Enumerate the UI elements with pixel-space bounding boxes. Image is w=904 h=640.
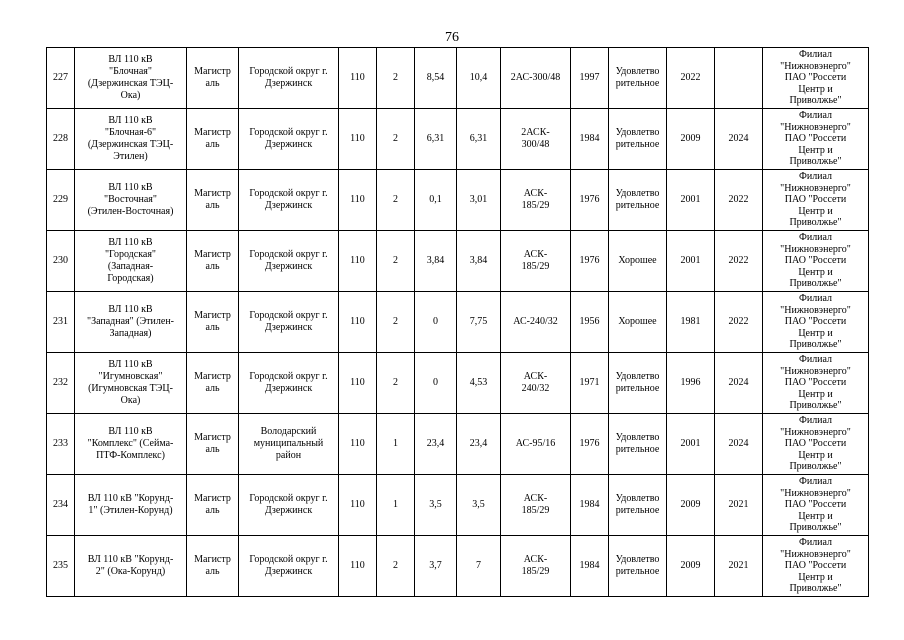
cell-reconstruction-year: 2001 — [667, 231, 715, 292]
cell-text-line: Этилен) — [113, 151, 148, 162]
cell-text-line: "Блочная-6" — [104, 127, 157, 138]
cell-owner — [763, 109, 869, 170]
cell-text-line: Магистр — [194, 371, 231, 382]
cell-planned-year: 2024 — [715, 353, 763, 414]
cell-text-line: Городская) — [107, 273, 154, 284]
cell-text-line: аль — [205, 566, 220, 577]
cell-text-line: Городской округ г. — [249, 249, 328, 260]
cell-text-line: Магистр — [194, 554, 231, 565]
cell-text-line: "Городская" — [104, 249, 157, 260]
power-lines-table — [46, 47, 869, 597]
cell-text-line: ПАО "Россети — [784, 255, 847, 267]
cell-text-line: Филиал — [798, 171, 833, 183]
cell-text-line: "Нижновэнерго" — [780, 487, 851, 499]
page-number: 76 — [445, 30, 459, 45]
cell-voltage: 110 — [339, 292, 377, 353]
cell-text-line: ПАО "Россети — [784, 560, 847, 572]
cell-line-type — [187, 231, 239, 292]
cell-text-line: ВЛ 110 кВ — [108, 426, 153, 437]
cell-line-type — [187, 475, 239, 536]
cell-text-line: Удовлетво — [615, 493, 660, 504]
cell-text-line: Удовлетво — [615, 371, 660, 382]
cell-text-line: "Восточная" — [104, 194, 157, 205]
cell-length-a: 8,54 — [415, 48, 457, 109]
cell-text-line: 2АСК- — [521, 127, 550, 138]
cell-text-line: Магистр — [194, 493, 231, 504]
cell-row-number: 229 — [47, 170, 75, 231]
cell-text-line: Приволжье" — [789, 217, 842, 229]
cell-text-line: Магистр — [194, 249, 231, 260]
cell-text-line: Филиал — [798, 110, 833, 122]
cell-text-line: Городской округ г. — [249, 310, 328, 321]
cell-text-line: АСК- — [523, 493, 548, 504]
cell-commission-year: 1984 — [571, 475, 609, 536]
cell-owner — [763, 414, 869, 475]
cell-text-line: Приволжье" — [789, 278, 842, 290]
cell-condition — [609, 292, 667, 353]
cell-condition — [609, 414, 667, 475]
cell-row-number: 233 — [47, 414, 75, 475]
cell-text-line: Магистр — [194, 432, 231, 443]
cell-text-line: Городской округ г. — [249, 371, 328, 382]
cell-text-line: рительное — [615, 505, 660, 516]
cell-line-name — [75, 292, 187, 353]
cell-line-type — [187, 414, 239, 475]
cell-owner — [763, 536, 869, 597]
cell-text-line: Удовлетво — [615, 127, 660, 138]
cell-text-line: ВЛ 110 кВ — [108, 182, 153, 193]
cell-reconstruction-year: 2009 — [667, 109, 715, 170]
cell-text-line: АСК- — [523, 188, 548, 199]
cell-text-line: "Нижновэнерго" — [780, 548, 851, 560]
cell-text-line: АСК- — [523, 554, 548, 565]
cell-circuits: 2 — [377, 292, 415, 353]
cell-text-line: Центр и — [798, 510, 833, 522]
cell-text-line: Филиал — [798, 232, 833, 244]
cell-text-line: (Игумновская ТЭЦ- — [88, 383, 173, 394]
cell-text-line: Приволжье" — [789, 95, 842, 107]
cell-wire-type — [501, 353, 571, 414]
cell-text-line: Приволжье" — [789, 400, 842, 412]
cell-text-line: АС-240/32 — [513, 316, 558, 327]
cell-text-line: Магистр — [194, 66, 231, 77]
cell-text-line: рительное — [615, 444, 660, 455]
cell-text-line: "Нижновэнерго" — [780, 60, 851, 72]
cell-line-name — [75, 353, 187, 414]
cell-text-line: ПТФ-Комплекс) — [96, 450, 165, 461]
cell-text-line: аль — [205, 444, 220, 455]
cell-text-line: рительное — [615, 383, 660, 394]
cell-text-line: муниципальный — [253, 438, 324, 449]
cell-text-line: Филиал — [798, 476, 833, 488]
cell-text-line: Городской округ г. — [249, 188, 328, 199]
cell-text-line: ПАО "Россети — [784, 438, 847, 450]
cell-text-line: аль — [205, 78, 220, 89]
cell-voltage: 110 — [339, 231, 377, 292]
cell-text-line: Удовлетво — [615, 66, 660, 77]
cell-text-line: Дзержинск — [264, 200, 313, 211]
cell-text-line: Западная) — [109, 328, 152, 339]
cell-text-line: рительное — [615, 200, 660, 211]
cell-text-line: Удовлетво — [615, 432, 660, 443]
cell-circuits: 2 — [377, 170, 415, 231]
cell-text-line: ВЛ 110 кВ — [108, 304, 153, 315]
cell-wire-type — [501, 48, 571, 109]
cell-text-line: ВЛ 110 кВ — [108, 359, 153, 370]
cell-text-line: рительное — [615, 78, 660, 89]
cell-reconstruction-year: 2009 — [667, 536, 715, 597]
cell-location — [239, 48, 339, 109]
cell-length-a: 3,84 — [415, 231, 457, 292]
cell-voltage: 110 — [339, 48, 377, 109]
cell-text-line: Магистр — [194, 310, 231, 321]
cell-text-line: Удовлетво — [615, 554, 660, 565]
cell-text-line: Дзержинск — [264, 505, 313, 516]
cell-text-line: Дзержинск — [264, 322, 313, 333]
cell-line-type — [187, 48, 239, 109]
cell-text-line: Ока) — [120, 90, 141, 101]
cell-commission-year: 1984 — [571, 536, 609, 597]
table-row — [47, 109, 869, 170]
cell-length-b: 3,84 — [457, 231, 501, 292]
table-row — [47, 475, 869, 536]
cell-text-line: Филиал — [798, 354, 833, 366]
cell-length-b: 10,4 — [457, 48, 501, 109]
cell-planned-year: 2022 — [715, 170, 763, 231]
cell-text-line: Филиал — [798, 537, 833, 549]
cell-commission-year: 1976 — [571, 414, 609, 475]
cell-reconstruction-year: 1996 — [667, 353, 715, 414]
cell-text-line: Центр и — [798, 266, 833, 278]
cell-text-line: Хорошее — [618, 316, 657, 327]
cell-text-line: Центр и — [798, 205, 833, 217]
table-row — [47, 536, 869, 597]
cell-text-line: Центр и — [798, 327, 833, 339]
cell-row-number: 231 — [47, 292, 75, 353]
cell-text-line: 300/48 — [521, 139, 550, 150]
cell-wire-type — [501, 475, 571, 536]
cell-owner — [763, 231, 869, 292]
cell-text-line: Приволжье" — [789, 522, 842, 534]
cell-line-name — [75, 414, 187, 475]
cell-text-line: Магистр — [194, 188, 231, 199]
cell-text-line: "Западная" (Этилен- — [86, 316, 174, 327]
cell-planned-year: 2022 — [715, 292, 763, 353]
cell-text-line: Филиал — [798, 49, 833, 61]
cell-location — [239, 353, 339, 414]
cell-location — [239, 231, 339, 292]
cell-text-line: район — [275, 450, 302, 461]
cell-text-line: ПАО "Россети — [784, 377, 847, 389]
cell-text-line: 2АС-300/48 — [510, 72, 561, 83]
cell-row-number: 230 — [47, 231, 75, 292]
cell-line-name — [75, 109, 187, 170]
cell-row-number: 227 — [47, 48, 75, 109]
cell-circuits: 1 — [377, 475, 415, 536]
cell-line-type — [187, 292, 239, 353]
cell-text-line: Филиал — [798, 415, 833, 427]
cell-text-line: ВЛ 110 кВ "Корунд- — [87, 554, 174, 565]
cell-text-line: Ока) — [120, 395, 141, 406]
cell-commission-year: 1976 — [571, 231, 609, 292]
cell-reconstruction-year: 2022 — [667, 48, 715, 109]
cell-voltage: 110 — [339, 475, 377, 536]
cell-text-line: Дзержинск — [264, 261, 313, 272]
cell-condition — [609, 353, 667, 414]
cell-text-line: АС-95/16 — [515, 438, 556, 449]
cell-condition — [609, 109, 667, 170]
cell-text-line: аль — [205, 139, 220, 150]
cell-text-line: ВЛ 110 кВ — [108, 237, 153, 248]
cell-line-name — [75, 170, 187, 231]
cell-row-number: 232 — [47, 353, 75, 414]
cell-text-line: Городской округ г. — [249, 66, 328, 77]
cell-text-line: ПАО "Россети — [784, 194, 847, 206]
cell-text-line: 185/29 — [521, 505, 550, 516]
table-row — [47, 414, 869, 475]
cell-line-name — [75, 536, 187, 597]
cell-text-line: Хорошее — [618, 255, 657, 266]
cell-wire-type — [501, 109, 571, 170]
cell-text-line: "Комплекс" (Сейма- — [87, 438, 174, 449]
cell-condition — [609, 170, 667, 231]
cell-circuits: 1 — [377, 414, 415, 475]
cell-row-number: 235 — [47, 536, 75, 597]
cell-commission-year: 1997 — [571, 48, 609, 109]
cell-row-number: 228 — [47, 109, 75, 170]
cell-text-line: Центр и — [798, 83, 833, 95]
cell-wire-type — [501, 536, 571, 597]
cell-text-line: ПАО "Россети — [784, 133, 847, 145]
cell-text-line: АСК- — [523, 371, 548, 382]
cell-wire-type — [501, 231, 571, 292]
cell-location — [239, 414, 339, 475]
cell-text-line: ПАО "Россети — [784, 316, 847, 328]
cell-wire-type — [501, 170, 571, 231]
table-row — [47, 353, 869, 414]
cell-circuits: 2 — [377, 109, 415, 170]
cell-circuits: 2 — [377, 231, 415, 292]
cell-length-a: 3,7 — [415, 536, 457, 597]
cell-planned-year: 2024 — [715, 109, 763, 170]
cell-planned-year: 2021 — [715, 475, 763, 536]
cell-row-number: 234 — [47, 475, 75, 536]
cell-text-line: ВЛ 110 кВ — [108, 54, 153, 65]
cell-location — [239, 109, 339, 170]
cell-reconstruction-year: 2001 — [667, 414, 715, 475]
cell-text-line: ПАО "Россети — [784, 72, 847, 84]
cell-length-b: 3,01 — [457, 170, 501, 231]
cell-length-b: 3,5 — [457, 475, 501, 536]
cell-line-type — [187, 353, 239, 414]
cell-text-line: Дзержинск — [264, 383, 313, 394]
cell-line-type — [187, 109, 239, 170]
cell-text-line: Городской округ г. — [249, 127, 328, 138]
cell-text-line: Филиал — [798, 293, 833, 305]
cell-line-type — [187, 536, 239, 597]
cell-condition — [609, 231, 667, 292]
cell-commission-year: 1956 — [571, 292, 609, 353]
cell-text-line: "Нижновэнерго" — [780, 243, 851, 255]
cell-circuits: 2 — [377, 536, 415, 597]
cell-text-line: Центр и — [798, 144, 833, 156]
cell-commission-year: 1976 — [571, 170, 609, 231]
cell-wire-type — [501, 292, 571, 353]
cell-condition — [609, 536, 667, 597]
cell-location — [239, 536, 339, 597]
cell-length-b: 4,53 — [457, 353, 501, 414]
cell-text-line: Приволжье" — [789, 461, 842, 473]
cell-text-line: 2" (Ока-Корунд) — [95, 566, 166, 577]
cell-location — [239, 170, 339, 231]
cell-text-line: (Дзержинская ТЭЦ- — [87, 139, 174, 150]
cell-text-line: "Нижновэнерго" — [780, 426, 851, 438]
cell-circuits: 2 — [377, 353, 415, 414]
cell-text-line: Приволжье" — [789, 339, 842, 351]
cell-voltage: 110 — [339, 353, 377, 414]
cell-voltage: 110 — [339, 536, 377, 597]
cell-text-line: "Блочная" — [109, 66, 152, 77]
cell-line-type — [187, 170, 239, 231]
cell-text-line: 185/29 — [521, 200, 550, 211]
cell-text-line: "Нижновэнерго" — [780, 121, 851, 133]
cell-text-line: (Этилен-Восточная) — [87, 206, 174, 217]
cell-planned-year: 2022 — [715, 231, 763, 292]
cell-line-name — [75, 231, 187, 292]
cell-text-line: Городской округ г. — [249, 554, 328, 565]
cell-text-line: (Дзержинская ТЭЦ- — [87, 78, 174, 89]
cell-text-line: 240/32 — [521, 383, 550, 394]
cell-owner — [763, 475, 869, 536]
cell-text-line: Центр и — [798, 571, 833, 583]
cell-location — [239, 292, 339, 353]
cell-commission-year: 1971 — [571, 353, 609, 414]
cell-reconstruction-year: 2001 — [667, 170, 715, 231]
cell-location — [239, 475, 339, 536]
table-row — [47, 292, 869, 353]
cell-text-line: 185/29 — [521, 261, 550, 272]
cell-text-line: "Нижновэнерго" — [780, 304, 851, 316]
cell-text-line: Удовлетво — [615, 188, 660, 199]
cell-text-line: Дзержинск — [264, 78, 313, 89]
table-row — [47, 231, 869, 292]
cell-length-b: 6,31 — [457, 109, 501, 170]
cell-text-line: (Западная- — [107, 261, 154, 272]
cell-owner — [763, 292, 869, 353]
table-body — [47, 48, 869, 597]
cell-line-name — [75, 48, 187, 109]
cell-condition — [609, 48, 667, 109]
cell-text-line: аль — [205, 261, 220, 272]
cell-text-line: аль — [205, 322, 220, 333]
cell-length-b: 7 — [457, 536, 501, 597]
cell-text-line: Дзержинск — [264, 139, 313, 150]
cell-reconstruction-year: 1981 — [667, 292, 715, 353]
cell-text-line: Приволжье" — [789, 156, 842, 168]
cell-text-line: Центр и — [798, 449, 833, 461]
cell-text-line: ВЛ 110 кВ — [108, 115, 153, 126]
cell-length-a: 0,1 — [415, 170, 457, 231]
cell-line-name — [75, 475, 187, 536]
cell-owner — [763, 353, 869, 414]
cell-planned-year: 2024 — [715, 414, 763, 475]
cell-planned-year: 2021 — [715, 536, 763, 597]
cell-text-line: рительное — [615, 139, 660, 150]
cell-circuits: 2 — [377, 48, 415, 109]
cell-length-b: 23,4 — [457, 414, 501, 475]
cell-voltage: 110 — [339, 170, 377, 231]
cell-text-line: Приволжье" — [789, 583, 842, 595]
cell-text-line: 1" (Этилен-Корунд) — [88, 505, 173, 516]
table-row — [47, 170, 869, 231]
cell-text-line: "Нижновэнерго" — [780, 365, 851, 377]
cell-text-line: Магистр — [194, 127, 231, 138]
cell-text-line: 185/29 — [521, 566, 550, 577]
cell-text-line: "Игумновская" — [98, 371, 163, 382]
cell-text-line: аль — [205, 505, 220, 516]
cell-text-line: "Нижновэнерго" — [780, 182, 851, 194]
cell-voltage: 110 — [339, 414, 377, 475]
cell-text-line: АСК- — [523, 249, 548, 260]
cell-text-line: Дзержинск — [264, 566, 313, 577]
cell-length-b: 7,75 — [457, 292, 501, 353]
cell-condition — [609, 475, 667, 536]
cell-owner — [763, 48, 869, 109]
cell-length-a: 0 — [415, 353, 457, 414]
cell-text-line: ПАО "Россети — [784, 499, 847, 511]
cell-text-line: Центр и — [798, 388, 833, 400]
cell-text-line: Городской округ г. — [249, 493, 328, 504]
cell-text-line: Володарский — [260, 426, 317, 437]
cell-reconstruction-year: 2009 — [667, 475, 715, 536]
cell-wire-type — [501, 414, 571, 475]
cell-text-line: ВЛ 110 кВ "Корунд- — [87, 493, 174, 504]
cell-commission-year: 1984 — [571, 109, 609, 170]
cell-owner — [763, 170, 869, 231]
cell-text-line: аль — [205, 200, 220, 211]
cell-text-line: рительное — [615, 566, 660, 577]
cell-length-a: 6,31 — [415, 109, 457, 170]
cell-length-a: 0 — [415, 292, 457, 353]
table-row — [47, 48, 869, 109]
cell-planned-year — [715, 48, 763, 109]
cell-length-a: 23,4 — [415, 414, 457, 475]
cell-voltage: 110 — [339, 109, 377, 170]
cell-length-a: 3,5 — [415, 475, 457, 536]
cell-text-line: аль — [205, 383, 220, 394]
